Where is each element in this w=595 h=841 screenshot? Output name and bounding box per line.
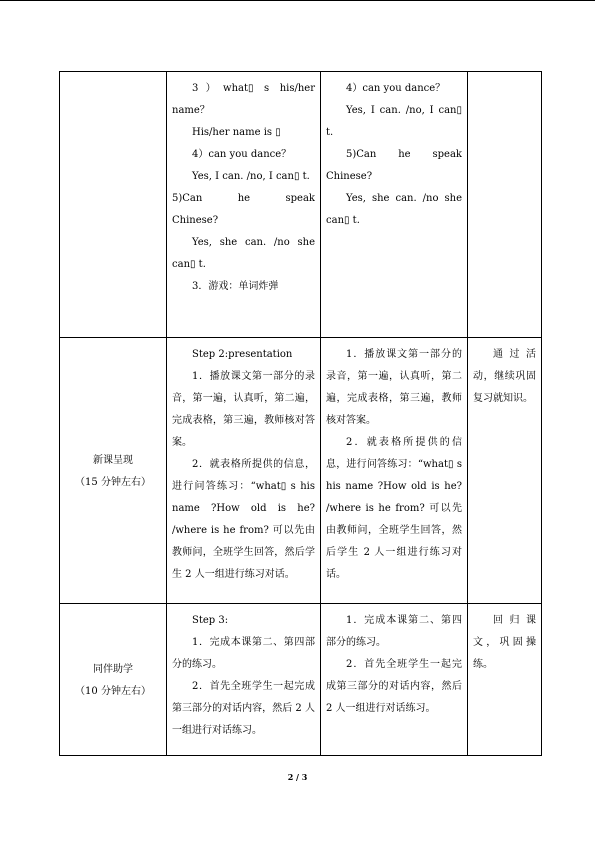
stage-duration: （15 分钟左右） bbox=[75, 476, 151, 488]
student-activity-cell bbox=[321, 604, 468, 756]
text-line: Yes, she can. /no she bbox=[346, 193, 462, 204]
text-line: can▯ t. bbox=[172, 259, 206, 270]
page-number: 2 / 3 bbox=[287, 772, 308, 782]
design-intent-cell-empty bbox=[468, 72, 542, 338]
student-activity-cell bbox=[321, 72, 468, 338]
teacher-activity-cell bbox=[167, 604, 321, 756]
teacher-activity-cell bbox=[167, 72, 321, 338]
paragraph: 2．首先全班学生一起完成第三部分的对话内容，然后 2 人一组进行对话练习。 bbox=[326, 659, 462, 714]
stage-label-cell-empty bbox=[60, 72, 167, 338]
text-line: can▯ t. bbox=[326, 215, 360, 226]
page-top-rule bbox=[0, 0, 595, 1]
text-line: Yes, I can. /no, I can▯ t. bbox=[326, 105, 462, 138]
text-line: 4）can you dance？ bbox=[346, 83, 446, 94]
student-activity-cell bbox=[321, 338, 468, 604]
paragraph: 1．完成本课第二、第四部分的练习。 bbox=[326, 615, 462, 648]
text-line: 3．游戏：单词炸弹 bbox=[192, 281, 279, 292]
table-row-peer-learning bbox=[60, 604, 542, 756]
paragraph: 回归课文，巩固操练。 bbox=[473, 615, 536, 670]
paragraph: 1．播放课文第一部分的录音，第一遍，认真听，第二遍，完成表格，第三遍，教师核对答案。 bbox=[326, 349, 462, 426]
stage-title: 同伴助学 bbox=[93, 663, 133, 675]
design-intent-cell bbox=[468, 604, 542, 756]
stage-duration: （10 分钟左右） bbox=[75, 685, 151, 697]
text-line: Yes, she can. /no she bbox=[192, 237, 315, 248]
text-line: 3）what▯ s his/her bbox=[192, 83, 315, 94]
stage-label-cell bbox=[60, 338, 167, 604]
text-line: Yes, I can. /no, I can▯ t. bbox=[192, 171, 310, 182]
table-row-review bbox=[60, 72, 542, 338]
paragraph: 2．首先全班学生一起完成第三部分的对话内容，然后 2 人一组进行对话练习。 bbox=[172, 681, 315, 736]
paragraph: 通过活动，继续巩固复习就知识。 bbox=[473, 349, 536, 404]
paragraph: 2．就表格所提供的信息，进行问答练习：“what▯ s his name ?How old is he? /where is he from? 可以先由教师问，全班学生回答，然后学生 2 人一组进行练习对话。 bbox=[172, 459, 315, 580]
text-line: 5)Can he speak bbox=[346, 149, 462, 160]
text-line: Chinese? bbox=[326, 171, 373, 182]
lesson-plan-table bbox=[59, 71, 542, 756]
stage-label-cell bbox=[60, 604, 167, 756]
table-row-new-lesson bbox=[60, 338, 542, 604]
paragraph: 1．完成本课第二、第四部分的练习。 bbox=[172, 637, 315, 670]
paragraph: 2．就表格所提供的信息，进行问答练习：“what▯ s his name ?How old is he? /where is he from? 可以先由教师问，全班学生回答，然后学生 2 人一组进行练习对话。 bbox=[326, 437, 462, 580]
text-line: 4）can you dance？ bbox=[192, 149, 292, 160]
design-intent-cell bbox=[468, 338, 542, 604]
text-line: His/her name is ▯ bbox=[192, 127, 281, 138]
stage-title: 新课呈现 bbox=[93, 454, 133, 466]
text-line: Chinese? bbox=[172, 215, 219, 226]
text-line: 5)Can he speak bbox=[172, 193, 315, 204]
step-heading: Step 2:presentation bbox=[192, 349, 293, 360]
text-line: name？ bbox=[172, 105, 210, 116]
step-heading: Step 3: bbox=[192, 615, 229, 626]
teacher-activity-cell bbox=[167, 338, 321, 604]
paragraph: 1．播放课文第一部分的录音，第一遍，认真听，第二遍，完成表格，第三遍，教师核对答案。 bbox=[172, 371, 315, 448]
